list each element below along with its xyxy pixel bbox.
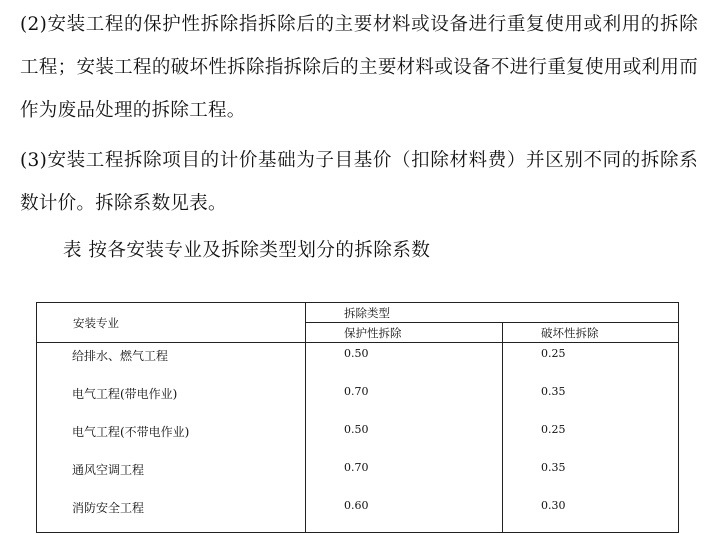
table-row: [37, 419, 679, 457]
paragraph-pricing-basis: (3)安装工程拆除项目的计价基础为子目基价（扣除材料费）并区别不同的拆除系数计价。拆除系数见表。: [20, 150, 698, 214]
row-destructive-coefficient: 0.25: [503, 343, 679, 381]
table-row: [37, 457, 679, 495]
table-caption: 表 按各安装专业及拆除类型划分的拆除系数: [63, 240, 431, 261]
row-protective-coefficient: 0.70: [306, 457, 503, 495]
row-major: 通风空调工程: [37, 457, 306, 495]
table-row: [37, 381, 679, 419]
row-destructive-coefficient: 0.30: [503, 495, 679, 533]
paragraph-protective-destructive-definition: (2)安装工程的保护性拆除指拆除后的主要材料或设备进行重复使用或利用的拆除工程；安装工程的破坏性拆除指拆除后的主要材料或设备不进行重复使用或利用而作为废品处理的拆除工程。: [20, 14, 698, 121]
row-major: 消防安全工程: [37, 495, 306, 533]
row-protective-coefficient: 0.50: [306, 419, 503, 457]
row-major: 电气工程(带电作业): [37, 381, 306, 419]
row-protective-coefficient: 0.70: [306, 381, 503, 419]
table-row: [37, 495, 679, 533]
row-protective-coefficient: 0.50: [306, 343, 503, 381]
row-major: 给排水、燃气工程: [37, 343, 306, 381]
row-destructive-coefficient: 0.35: [503, 457, 679, 495]
header-demolition-type: 拆除类型: [306, 303, 679, 323]
table-row: [37, 343, 679, 381]
row-protective-coefficient: 0.60: [306, 495, 503, 533]
demolition-coefficient-table: [36, 302, 679, 533]
header-installation-major: 安装专业: [37, 303, 306, 343]
row-destructive-coefficient: 0.25: [503, 419, 679, 457]
row-destructive-coefficient: 0.35: [503, 381, 679, 419]
header-destructive-demolition: 破坏性拆除: [503, 323, 679, 343]
row-major: 电气工程(不带电作业): [37, 419, 306, 457]
header-protective-demolition: 保护性拆除: [306, 323, 503, 343]
